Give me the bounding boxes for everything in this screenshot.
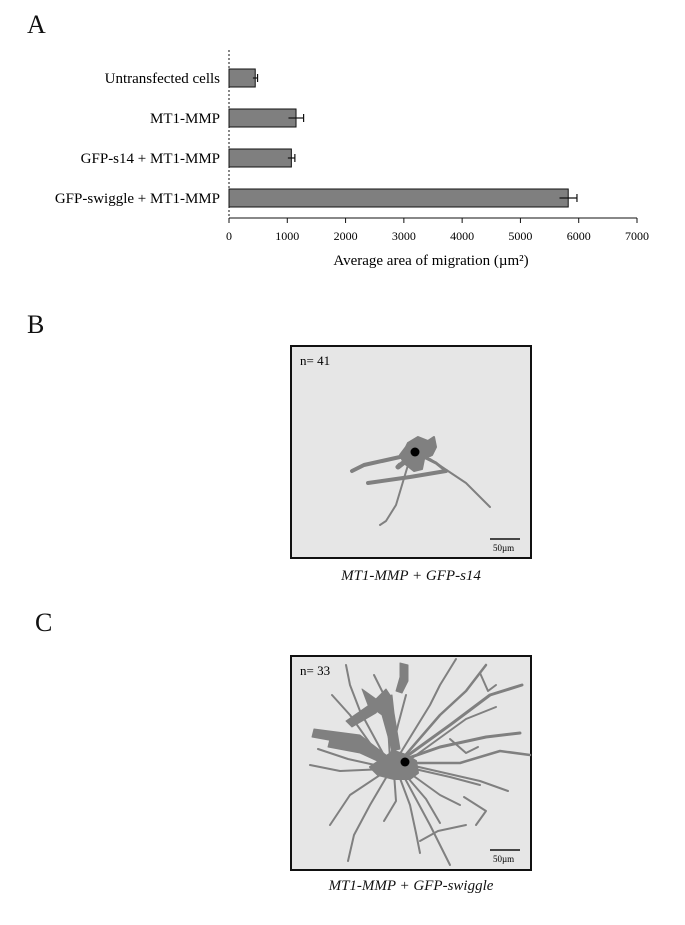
scale-label: 50µm (493, 854, 515, 864)
panel-b-caption: MT1-MMP + GFP-s14 (341, 568, 481, 584)
panel-b-track-plot (290, 345, 532, 559)
category-label: MT1-MMP (149, 111, 220, 127)
panel-b-letter: B (27, 310, 45, 339)
x-tick-label: 1000 (275, 229, 300, 243)
bar (229, 69, 255, 87)
panel-a-letter: A (27, 10, 46, 39)
panel-b-plot (290, 345, 532, 564)
x-axis-title: Average area of migration (µm²) (333, 253, 529, 269)
x-tick-label: 2000 (333, 229, 358, 243)
bar (229, 149, 291, 167)
category-label: Untransfected cells (104, 71, 220, 87)
x-tick-label: 0 (226, 229, 232, 243)
panel-c-track-plot (290, 655, 532, 871)
origin-point (411, 448, 420, 457)
x-tick-label: 6000 (566, 229, 591, 243)
x-tick-label: 4000 (450, 229, 475, 243)
bar (229, 109, 296, 127)
x-tick-label: 7000 (625, 229, 649, 243)
panel-c-plot (290, 655, 532, 876)
category-label: GFP-swiggle + MT1-MMP (54, 191, 220, 207)
x-tick-label: 3000 (391, 229, 416, 243)
bar-chart (0, 40, 685, 290)
panel-c-caption: MT1-MMP + GFP-swiggle (328, 878, 494, 894)
count-label: n= 41 (300, 353, 331, 368)
category-label: GFP-s14 + MT1-MMP (80, 151, 220, 167)
x-tick-label: 5000 (508, 229, 533, 243)
scale-label: 50µm (493, 543, 515, 553)
panel-c-letter: C (35, 608, 53, 637)
bar (229, 189, 568, 207)
origin-point (401, 758, 410, 767)
count-label: n= 33 (300, 663, 331, 678)
